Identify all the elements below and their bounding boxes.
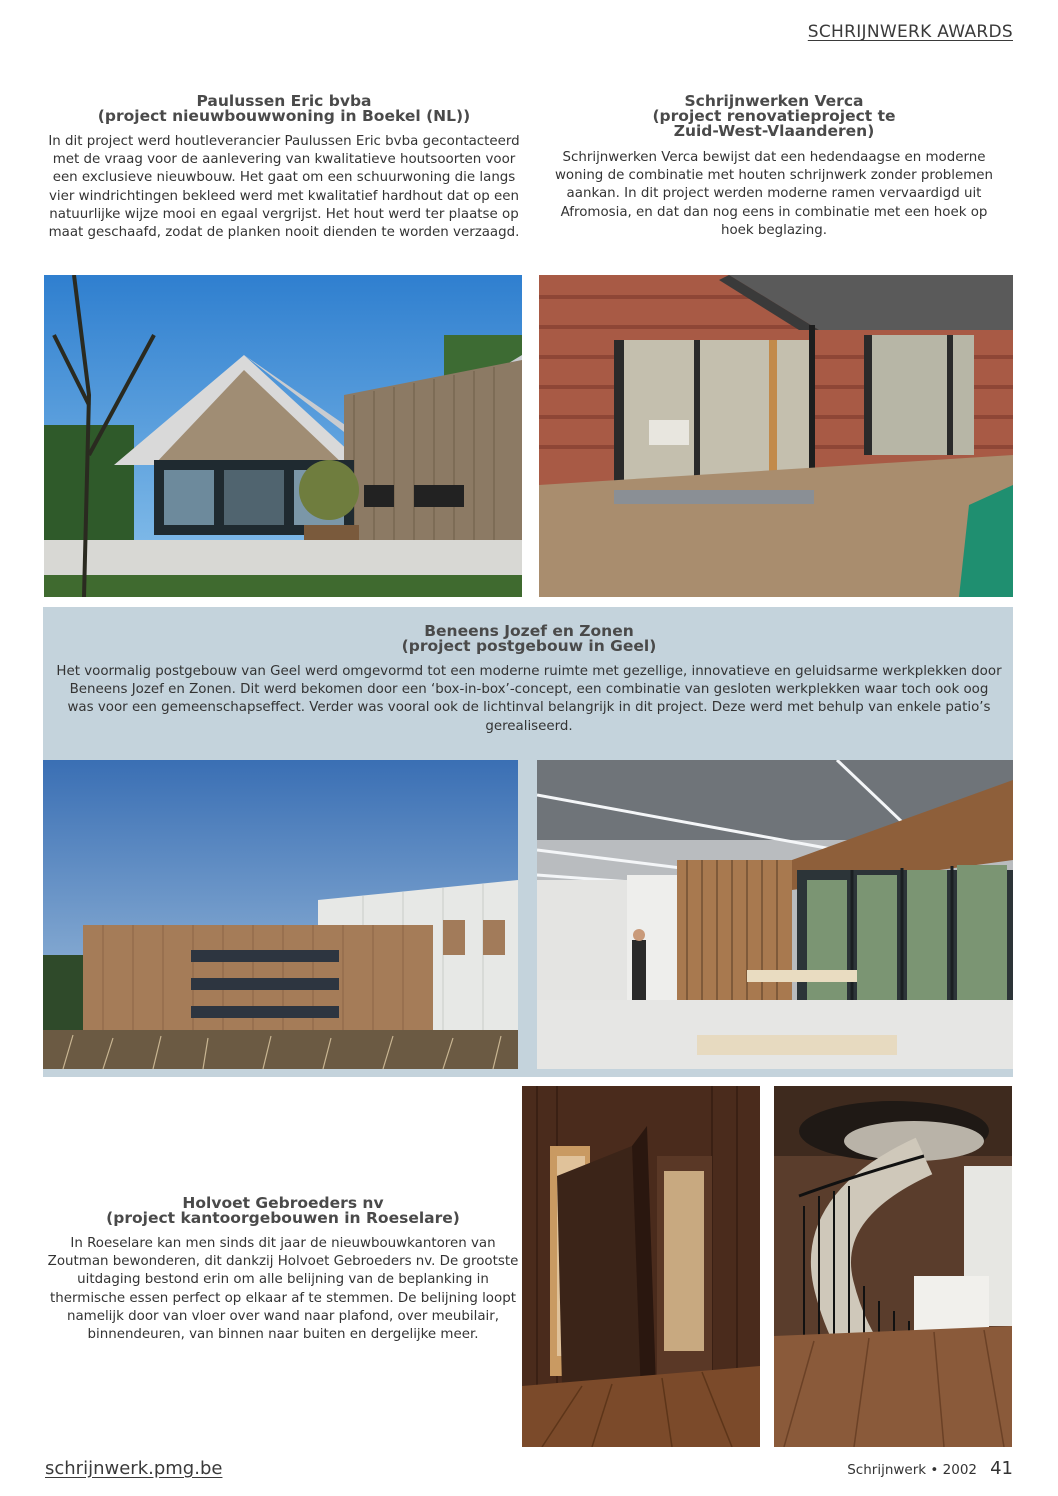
article-body: In Roeselare kan men sinds dit jaar de nieuwbouwkantoren van Zoutman bewonderen, dit dankzij Holvoet Gebroeders nv. De grootste uitdaging bestond erin om alle belijning van de beplanking in thermische essen perfect op elkaar af te stemmen. De belijning loopt namelijk door van vloer over wand naar plafond, over meubilair, binnendeuren, van binnen naar buiten en dergelijke meer. [47,1236,519,1343]
magazine-issue: Schrijnwerk • 2002 [847,1462,977,1478]
article-paulussen [45,94,523,242]
article-body: In dit project werd houtleverancier Paulussen Eric bvba gecontacteerd met de vraag voor de aanlevering van kwalitatieve houtsoorten voor een exclusieve nieuwbouw. Het gaat om een schuurwoning die langs vier windrichtingen bekleed werd met kwalitatief hardhout dat op een natuurlijke wijze mooi en egaal vergrijst. Het hout werd ter plaatse op maat geschaafd, zodat de planken nooit dienden te worden verzaagd. [48,134,520,241]
article-title: Paulussen Eric bvba (project nieuwbouwwoning in Boekel (NL)) [97,92,471,125]
photo-spiral-staircase [774,1086,1012,1447]
article-title: Beneens Jozef en Zonen (project postgebouw in Geel) [401,622,657,655]
photo-postgebouw-exterior [43,760,518,1069]
photo-wooden-corridor [522,1086,760,1447]
article-body: Schrijnwerken Verca bewijst dat een hedendaagse en moderne woning de combinatie met houten schrijnwerk zonder problemen aankan. In dit project werden moderne ramen vervaardigd uit Afromosia, en dat dan nog eens in combinatie met een hoek op hoek beglazing. [554,150,994,238]
article-beneens [55,624,1003,736]
article-verca [550,94,998,240]
article-body: Het voormalig postgebouw van Geel werd omgevormd tot een moderne ruimte met gezellige, innovatieve en geluidsarme werkplekken door Beneens Jozef en Zonen. Dit werd bekomen door een ‘box-in-box’-concept, een combinatie van gesloten werkplekken waar toch ook oog was voor een gemeenschapseffect. Verder was vooral ook de lichtinval belangrijk in dit project. Deze werd met behulp van enkele patio’s gerealiseerd. [56,664,1002,734]
page-number: 41 [990,1458,1013,1479]
article-title: Schrijnwerken Verca (project renovatieproject te Zuid-West-Vlaanderen) [652,92,896,140]
article-holvoet [44,1196,522,1344]
photo-brick-renovation [539,275,1013,597]
photo-postgebouw-interior [537,760,1013,1069]
section-title: SCHRIJNWERK AWARDS [807,22,1013,42]
footer-page-info [847,1458,1013,1479]
footer-website-link[interactable]: schrijnwerk.pmg.be [45,1458,223,1479]
article-title: Holvoet Gebroeders nv (project kantoorgebouwen in Roeselare) [106,1194,460,1227]
photo-barn-house [44,275,522,597]
